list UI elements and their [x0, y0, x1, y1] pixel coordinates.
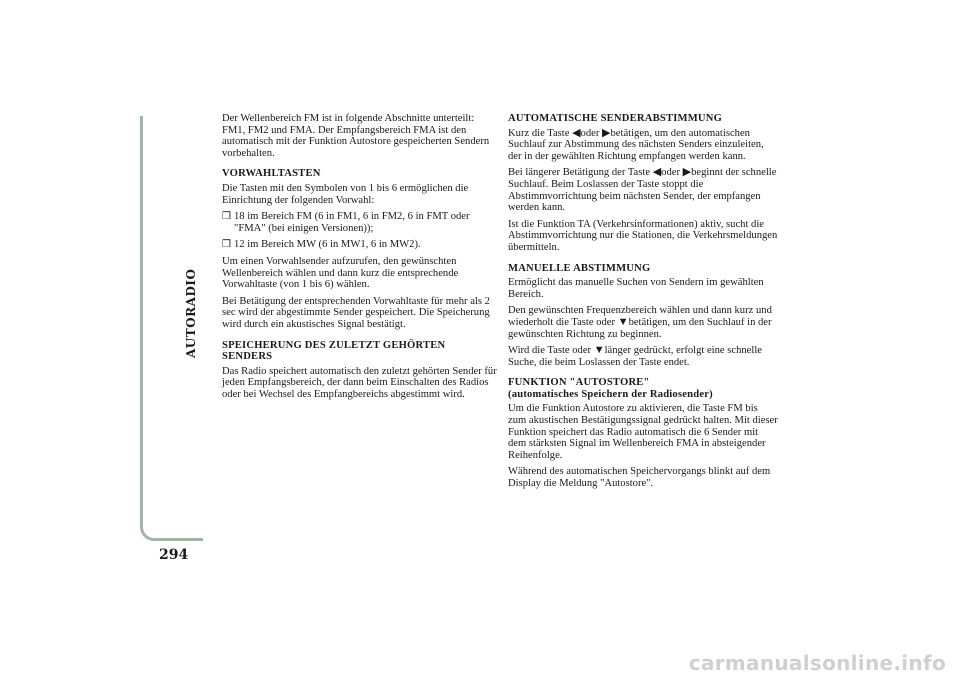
bullet-text: 12 im Bereich MW (6 in MW1, 6 in MW2).: [234, 239, 421, 251]
paragraph: [508, 345, 778, 368]
paragraph: Um einen Vorwahlsender aufzurufen, den gewünschten Wellenbereich wählen und dann kurz die entsprechende Vorwahltaste (von 1 bis 6) wählen.: [222, 255, 459, 291]
heading-vorwahltasten: VORWAHLTASTEN: [222, 168, 321, 180]
left-column: [222, 113, 497, 405]
left-arrow-icon: ◀: [572, 126, 581, 139]
checkbox-bullet-icon: ❒: [222, 211, 231, 223]
text-run: Kurz die Taste: [508, 127, 573, 139]
heading-funktion-autostore: FUNKTION "AUTOSTORE": [508, 377, 650, 389]
text-run: betätigen, um den automatischen Suchlauf zur Abstimmung des nächsten Senders einzuleiten, der in der gewählten Richtung empfangen werden kann.: [508, 127, 764, 162]
paragraph: Ist die Funktion TA (Verkehrsinformationen) aktiv, sucht die Abstimmvorrichtung nur die Stationen, die Verkehrsmeldungen übermitteln.: [508, 218, 778, 253]
paragraph: Die Tasten mit den Symbolen von 1 bis 6 ermöglichen die Einrichtung der folgenden Vorwahl:: [222, 182, 469, 206]
paragraph: [508, 167, 778, 213]
section-label: AUTORADIO: [184, 268, 198, 358]
right-column: [508, 113, 778, 495]
down-arrow-icon: ▼: [617, 315, 629, 328]
heading-autostore-subtitle: (automatisches Speichern der Radiosender): [508, 388, 713, 400]
paragraph: [508, 128, 778, 163]
intro-paragraph: Der Wellenbereich FM ist in folgende Abschnitte unterteilt: FM1, FM2 und FMA. Der Empfangsbereich FMA ist den automatisch mit der Funktion Autostore gespeicherten Sendern vorbehalten.: [222, 113, 490, 159]
right-arrow-icon: ▶: [602, 126, 611, 139]
paragraph: Während des automatischen Speichervorgangs blinkt auf dem Display die Meldung "Autostore".: [508, 466, 771, 490]
text-run: beginnt der schnelle Suchlauf. Beim Loslassen der Taste stoppt die Abstimmvorrichtung beim nächsten Sender, der empfangen werden kann.: [508, 167, 777, 214]
right-arrow-icon: ▶: [682, 166, 692, 179]
page-number: 294: [159, 547, 189, 563]
heading-speicherung: SPEICHERUNG DES ZULETZT GEHÖRTEN SENDERS: [222, 339, 446, 363]
paragraph: Ermöglicht das manuelle Suchen von Sendern im gewählten Bereich.: [508, 277, 764, 300]
text-run: Wird die Taste oder: [508, 345, 594, 357]
text-run: oder: [580, 127, 603, 139]
text-run: oder: [661, 167, 683, 179]
text-run: Bei längerer Betätigung der Taste: [508, 167, 653, 179]
text-run: länger gedrückt, erfolgt eine schnelle Suche, die beim Loslassen der Taste endet.: [508, 345, 762, 368]
bullet-text: 18 im Bereich FM (6 in FM1, 6 in FM2, 6 in FMT oder "FMA" (bei einigen Versionen));: [234, 211, 470, 234]
paragraph: Bei Betätigung der entsprechenden Vorwahltaste für mehr als 2 sec wird der abgestimmte Sender gespeichert. Die Speicherung wird durch ein akustisches Signal bestätigt.: [222, 295, 490, 330]
paragraph: Das Radio speichert automatisch den zuletzt gehörten Sender für jeden Empfangsbereich, der dann beim Einschalten des Radios oder bei Wechsel des Empfangbereichs abgestimmt wird.: [222, 365, 497, 400]
watermark: carmanualsonline.info: [688, 651, 946, 675]
paragraph: Um die Funktion Autostore zu aktivieren, die Taste FM bis zum akustischen Bestätigungssignal gedrückt halten. Mit dieser Funktion speichert das Radio automatisch die 6 Sender mit dem stärksten Signal im Wellenbereich FMA in absteigender Reihenfolge.: [508, 403, 778, 461]
checkbox-bullet-icon: ❒: [222, 239, 231, 251]
left-arrow-icon: ◀: [652, 166, 662, 179]
heading-automatische-senderabstimmung: AUTOMATISCHE SENDERABSTIMMUNG: [508, 113, 723, 124]
heading-manuelle-abstimmung: MANUELLE ABSTIMMUNG: [508, 262, 651, 274]
text-run: betätigen, um den Suchlauf in der gewünschten Richtung zu beginnen.: [508, 316, 772, 340]
bullet-item: [222, 211, 497, 234]
text-run: Den gewünschten Frequenzbereich wählen und dann kurz und wiederholt die Taste oder: [508, 305, 772, 328]
paragraph: [508, 305, 778, 340]
bullet-item: [222, 239, 497, 251]
down-arrow-icon: ▼: [593, 344, 605, 357]
